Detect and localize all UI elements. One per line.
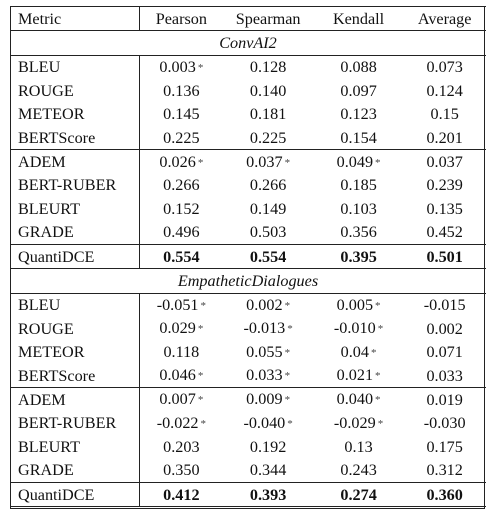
spearman-value: 0.033 bbox=[246, 366, 283, 385]
significance-star: * bbox=[197, 370, 204, 383]
spearman-cell bbox=[222, 126, 313, 150]
average-value: 0.073 bbox=[426, 58, 463, 77]
table-row bbox=[10, 412, 486, 435]
pearson-value: 0.029 bbox=[159, 319, 196, 338]
pearson-cell bbox=[140, 458, 223, 482]
kendall-value: 0.097 bbox=[340, 81, 377, 100]
section-title-row bbox=[10, 269, 486, 293]
significance-star: * bbox=[197, 156, 204, 169]
average-value: 0.019 bbox=[403, 388, 486, 412]
pearson-cell bbox=[140, 126, 223, 150]
average-value: 0.037 bbox=[403, 150, 486, 174]
pearson-cell bbox=[140, 79, 223, 102]
average-value: 0.002 bbox=[426, 319, 463, 338]
spearman-value: 0.503 bbox=[249, 223, 287, 242]
kendall-value: 0.13 bbox=[344, 437, 373, 456]
pearson-cell bbox=[140, 317, 223, 340]
kendall-value: 0.040 bbox=[336, 390, 374, 409]
average-value: 0.452 bbox=[426, 223, 463, 242]
metric-name: ADEM bbox=[10, 150, 140, 174]
metric-name: BLEURT bbox=[10, 197, 140, 220]
metric-name: ADEM bbox=[10, 388, 140, 412]
metric-name: BLEU bbox=[10, 293, 140, 317]
table-row bbox=[10, 55, 486, 79]
spearman-cell bbox=[222, 221, 313, 245]
average-value: 0.071 bbox=[426, 343, 463, 362]
spearman-value: 0.393 bbox=[222, 482, 313, 506]
spearman-value: 0.002 bbox=[246, 295, 283, 314]
kendall-value: 0.274 bbox=[314, 482, 403, 506]
significance-star: * bbox=[377, 323, 384, 336]
kendall-value: 0.04 bbox=[340, 342, 369, 361]
spearman-cell bbox=[222, 412, 313, 435]
significance-star: * bbox=[284, 156, 291, 169]
header-pearson: Pearson bbox=[140, 7, 223, 31]
spearman-value: 0.344 bbox=[249, 461, 287, 480]
table-row bbox=[10, 174, 486, 197]
pearson-cell bbox=[140, 364, 223, 388]
average-value: 0.201 bbox=[426, 128, 463, 147]
metric-name: BERT-RUBER bbox=[10, 174, 140, 197]
significance-star: * bbox=[197, 394, 204, 407]
average-value: 0.501 bbox=[403, 244, 486, 268]
kendall-value: 0.356 bbox=[340, 223, 377, 242]
spearman-value: 0.181 bbox=[249, 105, 287, 124]
best-model-row bbox=[10, 244, 486, 268]
significance-star: * bbox=[284, 394, 291, 407]
pearson-value: 0.266 bbox=[163, 176, 200, 195]
kendall-value: 0.123 bbox=[340, 105, 377, 124]
pearson-value: 0.203 bbox=[163, 437, 200, 456]
significance-star: * bbox=[284, 299, 291, 312]
kendall-cell bbox=[314, 197, 403, 220]
kendall-cell bbox=[314, 126, 403, 150]
kendall-value: 0.395 bbox=[314, 244, 403, 268]
table-row bbox=[10, 221, 486, 245]
pearson-value: 0.118 bbox=[163, 343, 200, 362]
kendall-cell bbox=[314, 174, 403, 197]
pearson-value: 0.496 bbox=[163, 223, 200, 242]
significance-star: * bbox=[375, 156, 381, 169]
significance-star: * bbox=[200, 299, 207, 312]
significance-star: * bbox=[197, 323, 204, 336]
average-value: 0.312 bbox=[426, 461, 463, 480]
average-value: 0.135 bbox=[426, 199, 463, 218]
table-row bbox=[10, 79, 486, 102]
kendall-cell bbox=[314, 221, 403, 245]
significance-star: * bbox=[375, 370, 381, 383]
header-spearman: Spearman bbox=[222, 7, 313, 31]
kendall-cell bbox=[314, 340, 403, 363]
metric-name: ROUGE bbox=[10, 317, 140, 340]
spearman-value: 0.225 bbox=[249, 128, 287, 147]
spearman-value: 0.266 bbox=[249, 176, 287, 195]
pearson-cell bbox=[140, 412, 223, 435]
pearson-value: 0.007 bbox=[159, 390, 196, 409]
significance-star: * bbox=[287, 323, 293, 336]
pearson-value: 0.412 bbox=[140, 482, 223, 506]
kendall-cell bbox=[314, 79, 403, 102]
spearman-cell bbox=[222, 103, 313, 126]
metric-name: BLEURT bbox=[10, 435, 140, 458]
spearman-cell bbox=[222, 150, 313, 174]
metric-name: BLEU bbox=[10, 55, 140, 79]
table-row bbox=[10, 364, 486, 388]
pearson-cell bbox=[140, 55, 223, 79]
kendall-cell bbox=[314, 317, 403, 340]
significance-star: * bbox=[197, 61, 204, 74]
kendall-value: 0.049 bbox=[336, 152, 374, 171]
spearman-value: 0.009 bbox=[246, 390, 283, 409]
table-body bbox=[10, 31, 486, 507]
average-value: 0.15 bbox=[430, 105, 459, 124]
kendall-cell bbox=[314, 458, 403, 482]
header-average: Average bbox=[403, 7, 486, 31]
pearson-value: 0.003 bbox=[159, 57, 196, 76]
pearson-cell bbox=[140, 340, 223, 363]
table-row bbox=[10, 435, 486, 458]
spearman-value: 0.149 bbox=[249, 199, 287, 218]
correlation-results-table bbox=[10, 6, 486, 507]
table-row bbox=[10, 126, 486, 150]
significance-star: * bbox=[284, 346, 291, 359]
kendall-cell bbox=[314, 103, 403, 126]
header-kendall: Kendall bbox=[314, 7, 403, 31]
metric-name: GRADE bbox=[10, 458, 140, 482]
pearson-value: 0.026 bbox=[159, 152, 196, 171]
metric-name: QuantiDCE bbox=[10, 244, 140, 268]
pearson-cell bbox=[140, 174, 223, 197]
spearman-value: 0.554 bbox=[222, 244, 313, 268]
significance-star: * bbox=[200, 417, 207, 430]
kendall-cell bbox=[314, 55, 403, 79]
spearman-cell bbox=[222, 388, 313, 412]
kendall-cell bbox=[314, 388, 403, 412]
section-title: EmpatheticDialogues bbox=[10, 269, 486, 293]
metric-name: METEOR bbox=[10, 340, 140, 363]
pearson-value: -0.022 bbox=[156, 413, 199, 432]
table-row bbox=[10, 317, 486, 340]
header-metric: Metric bbox=[10, 7, 140, 31]
spearman-value: 0.192 bbox=[249, 437, 287, 456]
significance-star: * bbox=[287, 417, 293, 430]
spearman-cell bbox=[222, 364, 313, 388]
significance-star: * bbox=[370, 346, 377, 359]
spearman-cell bbox=[222, 317, 313, 340]
average-value: 0.239 bbox=[426, 176, 463, 195]
metric-name: METEOR bbox=[10, 103, 140, 126]
pearson-cell bbox=[140, 435, 223, 458]
kendall-cell bbox=[314, 435, 403, 458]
spearman-cell bbox=[222, 435, 313, 458]
spearman-value: 0.037 bbox=[246, 152, 283, 171]
kendall-value: 0.243 bbox=[340, 461, 377, 480]
table-row bbox=[10, 458, 486, 482]
section-title: ConvAI2 bbox=[10, 31, 486, 55]
average-value: -0.015 bbox=[423, 296, 466, 315]
pearson-value: 0.046 bbox=[159, 366, 196, 385]
significance-star: * bbox=[377, 417, 384, 430]
average-value: 0.175 bbox=[426, 437, 463, 456]
significance-star: * bbox=[375, 299, 381, 312]
pearson-cell bbox=[140, 150, 223, 174]
spearman-cell bbox=[222, 55, 313, 79]
table-row bbox=[10, 340, 486, 363]
kendall-value: 0.103 bbox=[340, 199, 377, 218]
pearson-value: -0.051 bbox=[156, 295, 199, 314]
kendall-cell bbox=[314, 364, 403, 388]
average-value: 0.360 bbox=[403, 482, 486, 506]
metric-name: GRADE bbox=[10, 221, 140, 245]
metric-name: QuantiDCE bbox=[10, 482, 140, 506]
kendall-value: 0.185 bbox=[340, 176, 377, 195]
section-title-row bbox=[10, 31, 486, 55]
pearson-cell bbox=[140, 197, 223, 220]
spearman-cell bbox=[222, 79, 313, 102]
spearman-cell bbox=[222, 458, 313, 482]
pearson-value: 0.136 bbox=[163, 81, 200, 100]
kendall-cell bbox=[314, 412, 403, 435]
table-row bbox=[10, 293, 486, 317]
metric-name: ROUGE bbox=[10, 79, 140, 102]
table-row bbox=[10, 197, 486, 220]
spearman-value: 0.140 bbox=[249, 81, 287, 100]
kendall-value: 0.088 bbox=[340, 58, 377, 77]
pearson-value: 0.152 bbox=[163, 199, 200, 218]
pearson-cell bbox=[140, 221, 223, 245]
spearman-value: 0.128 bbox=[249, 58, 287, 77]
average-value: -0.030 bbox=[423, 414, 466, 433]
best-model-row bbox=[10, 482, 486, 506]
spearman-cell bbox=[222, 197, 313, 220]
kendall-value: -0.010 bbox=[333, 319, 376, 338]
spearman-value: -0.013 bbox=[243, 319, 286, 338]
pearson-cell bbox=[140, 293, 223, 317]
kendall-value: 0.154 bbox=[340, 128, 377, 147]
average-value: 0.033 bbox=[426, 366, 463, 385]
pearson-value: 0.554 bbox=[140, 244, 223, 268]
average-value: 0.124 bbox=[426, 81, 463, 100]
pearson-value: 0.145 bbox=[163, 105, 200, 124]
kendall-cell bbox=[314, 150, 403, 174]
significance-star: * bbox=[375, 394, 381, 407]
metric-name: BERT-RUBER bbox=[10, 412, 140, 435]
pearson-cell bbox=[140, 388, 223, 412]
spearman-value: 0.055 bbox=[246, 342, 283, 361]
kendall-cell bbox=[314, 293, 403, 317]
spearman-cell bbox=[222, 340, 313, 363]
pearson-cell bbox=[140, 103, 223, 126]
kendall-value: 0.021 bbox=[336, 366, 374, 385]
table-row bbox=[10, 150, 486, 174]
table-header-row bbox=[10, 7, 486, 31]
table-row bbox=[10, 103, 486, 126]
spearman-cell bbox=[222, 293, 313, 317]
spearman-value: -0.040 bbox=[243, 413, 286, 432]
metric-name: BERTScore bbox=[10, 364, 140, 388]
significance-star: * bbox=[284, 370, 291, 383]
metric-name: BERTScore bbox=[10, 126, 140, 150]
spearman-cell bbox=[222, 174, 313, 197]
table-row bbox=[10, 388, 486, 412]
kendall-value: 0.005 bbox=[336, 295, 374, 314]
pearson-value: 0.350 bbox=[163, 461, 200, 480]
kendall-value: -0.029 bbox=[333, 413, 376, 432]
pearson-value: 0.225 bbox=[163, 128, 200, 147]
